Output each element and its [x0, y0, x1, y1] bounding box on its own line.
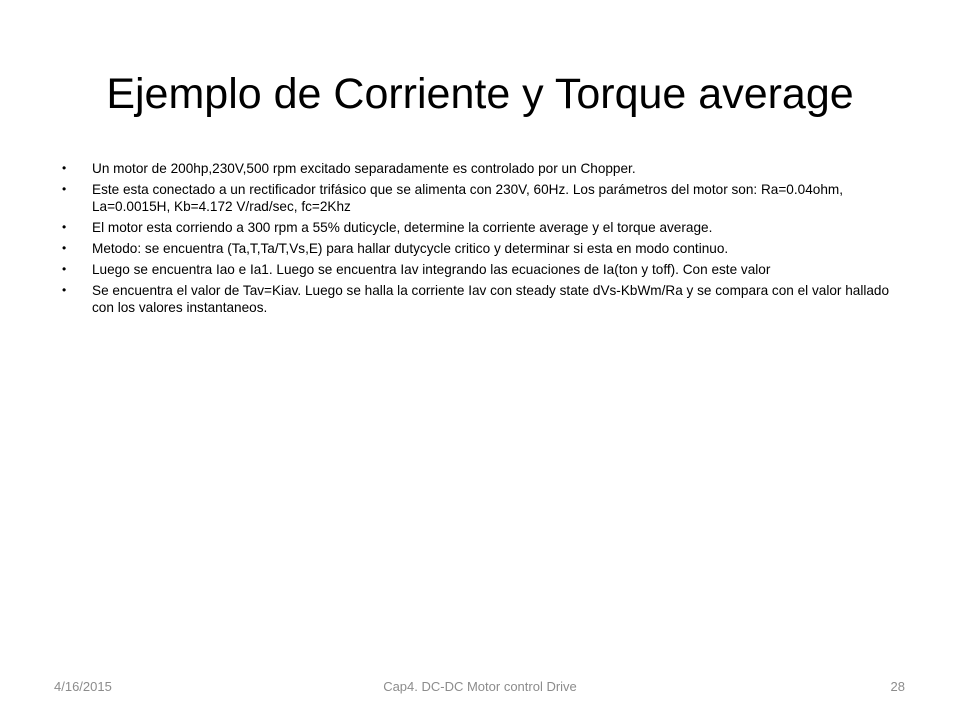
- bullet-marker: •: [62, 241, 67, 255]
- footer-date: 4/16/2015: [54, 679, 112, 694]
- bullet-item: [62, 282, 912, 316]
- page-number: 28: [890, 679, 905, 694]
- bullet-list: [62, 160, 912, 320]
- footer-title: Cap4. DC-DC Motor control Drive: [383, 679, 577, 694]
- bullet-item: [62, 160, 912, 177]
- bullet-marker: •: [62, 161, 67, 175]
- bullet-marker: •: [62, 283, 67, 297]
- bullet-text: Un motor de 200hp,230V,500 rpm excitado separadamente es controlado por un Chopper.: [92, 161, 636, 176]
- slide-title: Ejemplo de Corriente y Torque average: [106, 70, 854, 118]
- bullet-marker: •: [62, 182, 67, 196]
- bullet-marker: •: [62, 262, 67, 276]
- bullet-item: [62, 261, 912, 278]
- bullet-text: Luego se encuentra Iao e Ia1. Luego se encuentra Iav integrando las ecuaciones de Ia(ton y toff). Con este valor: [92, 262, 771, 277]
- bullet-item: [62, 219, 912, 236]
- bullet-text: Metodo: se encuentra (Ta,T,Ta/T,Vs,E) para hallar dutycycle critico y determinar si esta en modo continuo.: [92, 241, 729, 256]
- bullet-item: [62, 240, 912, 257]
- bullet-text: Este esta conectado a un rectificador trifásico que se alimenta con 230V, 60Hz. Los parámetros del motor son: Ra=0.04ohm, La=0.0015H, Kb=4.172 V/rad/sec, fc=2Khz: [92, 182, 843, 214]
- bullet-item: [62, 181, 912, 215]
- bullet-text: El motor esta corriendo a 300 rpm a 55% duticycle, determine la corriente average y el torque average.: [92, 220, 713, 235]
- bullet-text: Se encuentra el valor de Tav=Kiav. Luego se halla la corriente Iav con steady state dVs-KbWm/Ra y se compara con el valor hallado con los valores instantaneos.: [92, 283, 890, 315]
- bullet-marker: •: [62, 220, 67, 234]
